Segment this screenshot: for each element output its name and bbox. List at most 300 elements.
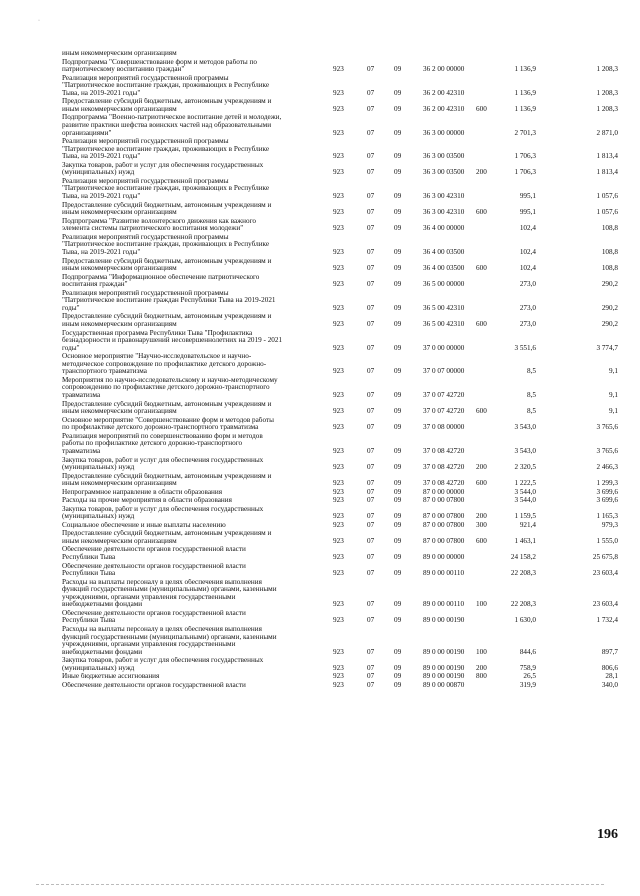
description-line: Предоставление субсидий бюджетным, автономным учреждениям и <box>62 472 272 480</box>
cell-s2: 1 299,3 <box>596 479 618 488</box>
row-description <box>62 218 314 233</box>
table-row <box>0 218 640 233</box>
row-description <box>62 522 314 530</box>
cell-csr: 89 0 00 00190 <box>423 663 465 672</box>
cell-grbs: 923 <box>333 152 344 161</box>
table-row <box>0 497 640 505</box>
description-line: Предоставление субсидий бюджетным, автономным учреждениям и <box>62 530 272 538</box>
cell-pr: 09 <box>394 616 402 625</box>
corner-mark: · <box>38 18 40 24</box>
description-line: Подпрограмма "Совершенствование форм и методов работы по <box>62 58 257 66</box>
cell-rz: 07 <box>367 303 375 312</box>
description-line: (муниципальных) нужд <box>62 168 135 177</box>
cell-csr: 89 0 00 00190 <box>423 616 465 625</box>
cell-csr: 87 0 00 07800 <box>423 496 465 505</box>
bottom-divider <box>36 884 604 885</box>
row-description <box>62 75 314 98</box>
description-line: Закупка товаров, работ и услуг для обеспечения государственных <box>62 456 264 464</box>
cell-csr: 36 5 00 42310 <box>423 303 465 312</box>
cell-pr: 09 <box>394 479 402 488</box>
cell-s1: 26,5 <box>523 672 536 681</box>
cell-csr: 87 0 00 07800 <box>423 536 465 545</box>
cell-s2: 108,8 <box>601 264 618 273</box>
description-line: Закупка товаров, работ и услуг для обеспечения государственных <box>62 161 264 169</box>
cell-rz: 07 <box>367 569 375 578</box>
row-description <box>62 330 314 353</box>
description-line: Предоставление субсидий бюджетным, автономным учреждениям и <box>62 400 272 408</box>
cell-grbs: 923 <box>333 423 344 432</box>
cell-csr: 36 5 00 42310 <box>423 319 465 328</box>
cell-csr: 36 4 00 00000 <box>423 224 465 233</box>
row-description <box>62 546 314 561</box>
cell-grbs: 923 <box>333 192 344 201</box>
cell-grbs: 923 <box>333 264 344 273</box>
description-line: иным некоммерческим организациям <box>62 264 177 273</box>
cell-s1: 758,9 <box>519 663 536 672</box>
cell-grbs: 923 <box>333 224 344 233</box>
cell-grbs: 923 <box>333 88 344 97</box>
cell-grbs: 923 <box>333 536 344 545</box>
cell-s1: 102,4 <box>519 264 536 273</box>
cell-s1: 8,5 <box>527 391 536 400</box>
cell-pr: 09 <box>394 367 402 376</box>
table-row <box>0 50 640 58</box>
cell-pr: 09 <box>394 128 402 137</box>
cell-rz: 07 <box>367 128 375 137</box>
row-description <box>62 258 314 273</box>
cell-rz: 07 <box>367 168 375 177</box>
description-line: Предоставление субсидий бюджетным, автономным учреждениям и <box>62 313 272 321</box>
cell-csr: 37 0 08 00000 <box>423 423 465 432</box>
cell-rz: 07 <box>367 512 375 521</box>
cell-s1: 273,0 <box>519 319 536 328</box>
table-row <box>0 563 640 578</box>
description-line: Обеспечение деятельности органов государственной власти <box>62 546 246 554</box>
cell-s2: 1 208,3 <box>596 65 618 74</box>
description-line: Обеспечение деятельности органов государственной власти <box>62 681 246 689</box>
description-line: по профилактике детского дорожно-транспортного травматизма <box>62 423 259 432</box>
cell-grbs: 923 <box>333 65 344 74</box>
cell-pr: 09 <box>394 496 402 505</box>
cell-s1: 3 543,0 <box>514 447 536 455</box>
description-line: организациями" <box>62 128 112 137</box>
cell-grbs: 923 <box>333 208 344 217</box>
description-line: иным некоммерческим организациям <box>62 536 177 545</box>
cell-s2: 108,8 <box>601 224 618 233</box>
description-line: Расходы на выплаты персоналу в целях обеспечения выполнения <box>62 626 262 633</box>
cell-grbs: 923 <box>333 319 344 328</box>
cell-csr: 36 4 00 03500 <box>423 248 465 256</box>
cell-pr: 09 <box>394 536 402 545</box>
cell-s1: 921,4 <box>519 520 536 529</box>
cell-vr: 200 <box>476 663 487 672</box>
cell-s2: 1 813,4 <box>596 152 618 161</box>
description-line: Предоставление субсидий бюджетным, автономным учреждениям и <box>62 257 272 265</box>
cell-grbs: 923 <box>333 647 344 656</box>
cell-csr: 36 3 00 03500 <box>423 152 465 161</box>
cell-grbs: 923 <box>333 104 344 113</box>
cell-pr: 09 <box>394 463 402 472</box>
cell-rz: 07 <box>367 280 375 289</box>
cell-csr: 36 2 00 42310 <box>423 104 465 113</box>
cell-pr: 09 <box>394 407 402 416</box>
table-row <box>0 330 640 353</box>
cell-csr: 36 2 00 00000 <box>423 65 465 74</box>
description-line: Предоставление субсидий бюджетным, автономным учреждениям и <box>62 201 272 209</box>
cell-s2: 3 765,6 <box>596 447 618 455</box>
row-description <box>62 59 314 74</box>
row-description <box>62 682 314 690</box>
cell-pr: 09 <box>394 152 402 161</box>
cell-s1: 1 706,3 <box>514 168 536 177</box>
cell-s2: 340,0 <box>601 680 618 689</box>
cell-rz: 07 <box>367 423 375 432</box>
cell-s2: 897,7 <box>601 647 618 656</box>
table-row <box>0 626 640 656</box>
description-line: годы" <box>62 343 80 352</box>
description-line: Иные бюджетные ассигнования <box>62 673 160 681</box>
row-description <box>62 114 314 137</box>
cell-pr: 09 <box>394 192 402 201</box>
cell-pr: 09 <box>394 552 402 561</box>
description-line: Основное мероприятие "Совершенствование форм и методов работы <box>62 416 274 424</box>
table-row <box>0 457 640 472</box>
cell-csr: 37 0 08 42720 <box>423 463 465 472</box>
cell-rz: 07 <box>367 680 375 689</box>
description-line: Тыва, на 2019-2021 годы" <box>62 247 141 256</box>
cell-s2: 9,1 <box>609 367 618 376</box>
cell-s1: 3 544,0 <box>514 487 536 496</box>
cell-s1: 24 158,2 <box>510 552 536 561</box>
row-description <box>62 353 314 376</box>
cell-pr: 09 <box>394 104 402 113</box>
table-row <box>0 522 640 530</box>
row-description <box>62 497 314 505</box>
table-row <box>0 98 640 113</box>
cell-rz: 07 <box>367 88 375 97</box>
cell-rz: 07 <box>367 520 375 529</box>
description-line: "Патриотическое воспитание граждан, проживающих в Республике <box>62 184 270 193</box>
cell-s1: 102,4 <box>519 224 536 233</box>
cell-vr: 600 <box>476 407 487 416</box>
cell-pr: 09 <box>394 663 402 672</box>
description-line: иным некоммерческим организациям <box>62 104 177 113</box>
cell-pr: 09 <box>394 600 402 609</box>
description-line: (муниципальных) нужд <box>62 512 135 521</box>
cell-csr: 37 0 07 42720 <box>423 407 465 416</box>
table-row <box>0 202 640 217</box>
cell-s1: 102,4 <box>519 248 536 256</box>
description-line: Подпрограмма "Информационное обеспечение патриотического <box>62 273 260 281</box>
description-line: иным некоммерческим организациям <box>62 479 177 488</box>
table-row <box>0 682 640 690</box>
description-line: Реализация мероприятий государственной программы <box>62 74 229 82</box>
cell-grbs: 923 <box>333 520 344 529</box>
cell-vr: 200 <box>476 168 487 177</box>
table-row <box>0 75 640 98</box>
table-row <box>0 506 640 521</box>
cell-rz: 07 <box>367 152 375 161</box>
description-line: Государственная программа Республики Тыва "Профилактика <box>62 329 253 337</box>
description-line: Реализация мероприятий государственной программы <box>62 138 229 146</box>
cell-pr: 09 <box>394 248 402 256</box>
cell-grbs: 923 <box>333 663 344 672</box>
cell-s2: 3 699,6 <box>596 487 618 496</box>
cell-csr: 89 0 00 00110 <box>423 600 465 609</box>
description-line: учреждениями, органами управления государственными <box>62 640 236 649</box>
table-row <box>0 579 640 609</box>
cell-pr: 09 <box>394 88 402 97</box>
cell-s2: 1 165,3 <box>596 512 618 521</box>
cell-grbs: 923 <box>333 407 344 416</box>
row-description <box>62 138 314 161</box>
cell-pr: 09 <box>394 168 402 177</box>
table-row <box>0 473 640 488</box>
cell-csr: 87 0 00 07800 <box>423 520 465 529</box>
cell-csr: 89 0 00 00190 <box>423 647 465 656</box>
description-line: иным некоммерческим организациям <box>62 50 177 57</box>
cell-s2: 9,1 <box>609 407 618 416</box>
description-line: (муниципальных) нужд <box>62 663 135 672</box>
cell-pr: 09 <box>394 680 402 689</box>
cell-grbs: 923 <box>333 496 344 505</box>
table-row <box>0 546 640 561</box>
row-description <box>62 178 314 201</box>
cell-vr: 200 <box>476 463 487 472</box>
cell-grbs: 923 <box>333 391 344 400</box>
cell-grbs: 923 <box>333 680 344 689</box>
cell-csr: 36 3 00 00000 <box>423 128 465 137</box>
cell-grbs: 923 <box>333 616 344 625</box>
description-line: функций государственными (муниципальными) органами, казенными <box>62 585 277 594</box>
cell-grbs: 923 <box>333 303 344 312</box>
cell-rz: 07 <box>367 487 375 496</box>
description-line: Мероприятия по научно-исследовательскому и научно-методическому <box>62 376 278 384</box>
cell-s2: 979,3 <box>601 520 618 529</box>
cell-vr: 200 <box>476 512 487 521</box>
description-line: иным некоммерческим организациям <box>62 407 177 416</box>
description-line: Республики Тыва <box>62 616 116 625</box>
cell-grbs: 923 <box>333 463 344 472</box>
cell-pr: 09 <box>394 65 402 74</box>
description-line: патриотическому воспитанию граждан" <box>62 65 185 74</box>
row-description <box>62 162 314 177</box>
table-row <box>0 417 640 432</box>
table-row <box>0 162 640 177</box>
table-row <box>0 59 640 74</box>
description-line: "Патриотическое воспитание граждан, проживающих в Республике <box>62 81 270 90</box>
cell-pr: 09 <box>394 224 402 233</box>
cell-s1: 1 159,5 <box>514 512 536 521</box>
cell-csr: 89 0 00 00000 <box>423 552 465 561</box>
description-line: иным некоммерческим организациям <box>62 319 177 328</box>
description-line: Подпрограмма "Развитие волонтерского движения как важного <box>62 217 256 225</box>
cell-s2: 290,2 <box>601 280 618 289</box>
cell-s2: 23 603,4 <box>592 600 618 609</box>
table-row <box>0 673 640 681</box>
cell-pr: 09 <box>394 319 402 328</box>
row-description <box>62 530 314 545</box>
table-row <box>0 530 640 545</box>
description-line: "Патриотическое воспитание граждан, проживающих в Республике <box>62 240 270 249</box>
cell-rz: 07 <box>367 447 375 455</box>
cell-vr: 800 <box>476 672 487 681</box>
cell-s1: 1 630,0 <box>514 616 536 625</box>
table-row <box>0 234 640 257</box>
cell-rz: 07 <box>367 224 375 233</box>
table-row <box>0 377 640 400</box>
table-row <box>0 353 640 376</box>
row-description <box>62 506 314 521</box>
cell-s2: 2 871,0 <box>596 128 618 137</box>
table-row <box>0 138 640 161</box>
cell-grbs: 923 <box>333 168 344 177</box>
cell-pr: 09 <box>394 487 402 496</box>
description-line: Тыва, на 2019-2021 годы" <box>62 88 141 97</box>
description-line: (муниципальных) нужд <box>62 463 135 472</box>
cell-csr: 87 0 00 00000 <box>423 487 465 496</box>
cell-s2: 1 057,6 <box>596 192 618 201</box>
cell-pr: 09 <box>394 647 402 656</box>
row-description <box>62 473 314 488</box>
description-line: Расходы на выплаты персоналу в целях обеспечения выполнения <box>62 578 262 586</box>
cell-s1: 8,5 <box>527 367 536 376</box>
description-line: Республики Тыва <box>62 569 116 578</box>
description-line: сопровождению по профилактике детского дорожно-транспортного <box>62 383 270 392</box>
row-description <box>62 673 314 681</box>
description-line: Закупка товаров, работ и услуг для обеспечения государственных <box>62 505 264 513</box>
description-line: Тыва, на 2019-2021 годы" <box>62 152 141 161</box>
row-description <box>62 626 314 656</box>
cell-vr: 100 <box>476 600 487 609</box>
cell-s2: 28,1 <box>605 672 618 681</box>
cell-s2: 23 603,4 <box>592 569 618 578</box>
cell-rz: 07 <box>367 192 375 201</box>
cell-vr: 600 <box>476 104 487 113</box>
cell-pr: 09 <box>394 569 402 578</box>
cell-rz: 07 <box>367 367 375 376</box>
row-description <box>62 457 314 472</box>
cell-rz: 07 <box>367 647 375 656</box>
cell-s1: 3 551,6 <box>514 343 536 352</box>
cell-s1: 3 544,0 <box>514 496 536 505</box>
cell-rz: 07 <box>367 600 375 609</box>
cell-pr: 09 <box>394 264 402 273</box>
description-line: развитие практики шефства воинских частей над образовательными <box>62 120 272 129</box>
cell-grbs: 923 <box>333 367 344 376</box>
row-description <box>62 489 314 497</box>
cell-s2: 3 765,6 <box>596 423 618 432</box>
description-line: Тыва, на 2019-2021 годы" <box>62 192 141 201</box>
cell-s2: 3 699,6 <box>596 496 618 505</box>
row-description <box>62 274 314 289</box>
description-line: Обеспечение деятельности органов государственной власти <box>62 609 246 617</box>
cell-vr: 600 <box>476 208 487 217</box>
description-line: Реализация мероприятий по совершенствованию форм и методов <box>62 432 263 440</box>
cell-rz: 07 <box>367 536 375 545</box>
description-line: травматизма <box>62 391 101 400</box>
cell-rz: 07 <box>367 208 375 217</box>
cell-rz: 07 <box>367 463 375 472</box>
row-description <box>62 563 314 578</box>
cell-grbs: 923 <box>333 248 344 256</box>
cell-s2: 1 813,4 <box>596 168 618 177</box>
cell-grbs: 923 <box>333 343 344 352</box>
cell-rz: 07 <box>367 663 375 672</box>
cell-grbs: 923 <box>333 128 344 137</box>
cell-rz: 07 <box>367 552 375 561</box>
cell-s1: 1 222,5 <box>514 479 536 488</box>
table-row <box>0 610 640 625</box>
cell-s1: 1 706,3 <box>514 152 536 161</box>
description-line: внебюджетными фондами <box>62 647 143 656</box>
cell-s2: 3 774,7 <box>596 343 618 352</box>
cell-csr: 89 0 00 00190 <box>423 672 465 681</box>
cell-s2: 1 732,4 <box>596 616 618 625</box>
description-line: Непрограммное направление в области образования <box>62 488 223 496</box>
row-description <box>62 417 314 432</box>
description-line: Подпрограмма "Военно-патриотическое воспитание детей и молодежи, <box>62 114 282 122</box>
table-row <box>0 433 640 456</box>
cell-grbs: 923 <box>333 600 344 609</box>
cell-csr: 89 0 00 00110 <box>423 569 465 578</box>
cell-s1: 273,0 <box>519 303 536 312</box>
cell-s1: 1 136,9 <box>514 88 536 97</box>
cell-grbs: 923 <box>333 569 344 578</box>
cell-csr: 37 0 08 42720 <box>423 447 465 455</box>
cell-csr: 36 2 00 42310 <box>423 88 465 97</box>
row-description <box>62 234 314 257</box>
cell-s1: 3 543,0 <box>514 423 536 432</box>
cell-csr: 89 0 00 00870 <box>423 680 465 689</box>
description-line: транспортного травматизма <box>62 367 147 376</box>
description-line: Основное мероприятие "Научно-исследовательское и научно- <box>62 353 252 361</box>
cell-csr: 37 0 07 00000 <box>423 367 465 376</box>
cell-grbs: 923 <box>333 552 344 561</box>
cell-vr: 600 <box>476 264 487 273</box>
row-description <box>62 610 314 625</box>
cell-s1: 1 136,9 <box>514 104 536 113</box>
cell-rz: 07 <box>367 343 375 352</box>
row-description <box>62 401 314 416</box>
cell-csr: 37 0 07 42720 <box>423 391 465 400</box>
description-line: методическое сопровождение по профилактике детского дорожно- <box>62 359 267 368</box>
cell-pr: 09 <box>394 208 402 217</box>
description-line: иным некоммерческим организациям <box>62 208 177 217</box>
cell-grbs: 923 <box>333 487 344 496</box>
table-row <box>0 401 640 416</box>
description-line: воспитания граждан" <box>62 280 128 289</box>
row-description <box>62 98 314 113</box>
description-line: травматизма <box>62 446 101 455</box>
description-line: работы по профилактике детского дорожно-транспортного <box>62 439 243 448</box>
cell-s2: 1 208,3 <box>596 104 618 113</box>
description-line: Предоставление субсидий бюджетным, автономным учреждениям и <box>62 98 272 106</box>
cell-s1: 8,5 <box>527 407 536 416</box>
cell-grbs: 923 <box>333 672 344 681</box>
page-number: 196 <box>597 827 618 842</box>
cell-s1: 995,1 <box>519 192 536 201</box>
cell-vr: 600 <box>476 479 487 488</box>
cell-rz: 07 <box>367 672 375 681</box>
cell-s1: 273,0 <box>519 280 536 289</box>
cell-rz: 07 <box>367 319 375 328</box>
cell-pr: 09 <box>394 343 402 352</box>
cell-s2: 25 675,8 <box>592 552 618 561</box>
cell-s2: 1 208,3 <box>596 88 618 97</box>
cell-pr: 09 <box>394 423 402 432</box>
cell-pr: 09 <box>394 447 402 455</box>
